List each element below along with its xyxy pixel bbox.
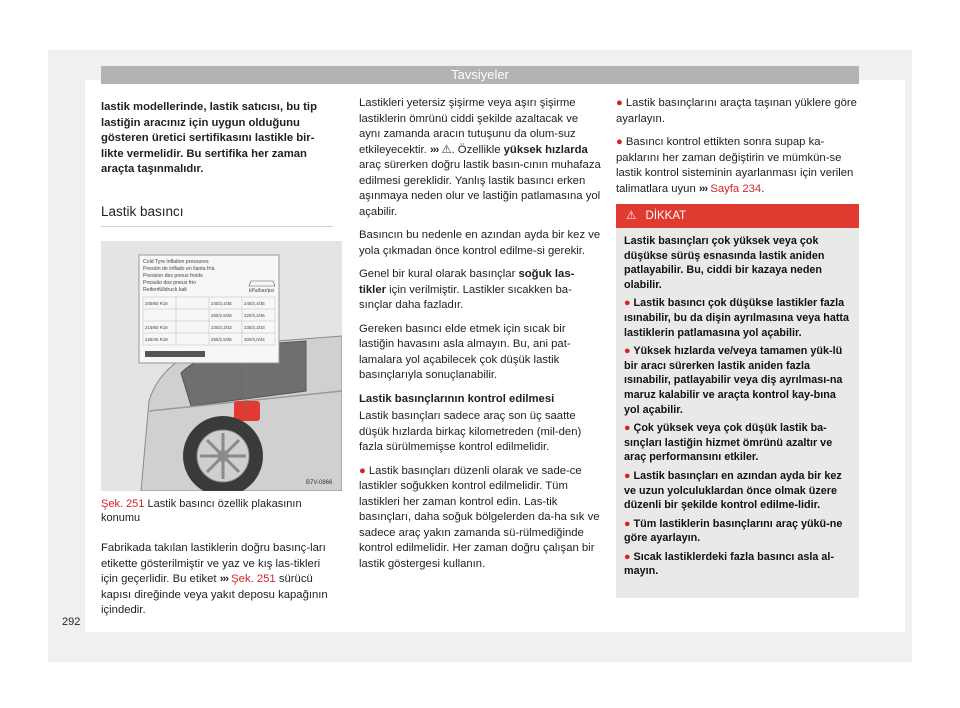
svg-text:260/2,6/38: 260/2,6/38 <box>211 313 232 318</box>
plate-unit: kPa/bar/psi <box>249 288 275 294</box>
figure-link[interactable]: Şek. 251 <box>231 573 276 585</box>
fuel-flap-highlight <box>234 401 260 421</box>
main-text-column <box>359 96 601 580</box>
subheading-check: Lastik basınçlarının kontrol edilmesi <box>359 392 555 405</box>
warning-item: ● Lastik basıncı çok düşükse lastikler fazla ısınabilir, bu da dişin ayrılmasına veya hatta lastiklerin patlamasına yol açabilir. <box>624 297 850 339</box>
section-divider <box>101 226 333 227</box>
svg-text:230/2,3/33: 230/2,3/33 <box>211 325 232 330</box>
svg-text:205/60 R16: 205/60 R16 <box>145 301 168 306</box>
figure-caption <box>101 497 343 525</box>
svg-text:240/2,4/35: 240/2,4/35 <box>244 301 265 306</box>
warning-body <box>616 228 859 579</box>
warning-triangle-icon: ⚠ <box>626 210 637 222</box>
warning-triangle-icon[interactable]: ⚠ <box>441 143 452 156</box>
svg-text:250/2,5/36: 250/2,5/36 <box>211 337 232 342</box>
warning-item: ● Sıcak lastiklerdeki fazla basıncı asla al-mayın. <box>624 550 834 578</box>
warning-title: DİKKAT <box>645 210 687 222</box>
warning-item: ● Lastik basınçları en azından ayda bir kez ve uzun yolculuklardan önce olmak üzere düzenli bir şekilde kontrol edilme-lidir. <box>624 469 842 512</box>
plate-line-5: Reifenfülldruck kalt <box>143 287 187 293</box>
caption-text: Lastik basıncı özellik plakasının konumu <box>101 498 302 524</box>
car-illustration <box>101 241 342 491</box>
intro-text <box>101 100 333 186</box>
list-item: ● Basıncı kontrol ettikten sonra supap ka-paklarını her zaman değiştirin ve mümkün-se lastik kontrol sisteminin ayarlanması için verilen talimatlara uyun ››› Sayfa 234. <box>616 136 854 195</box>
plate-line-2: Presión de inflado en llanta fría <box>143 266 215 272</box>
pressure-paragraph-2: Basıncın bu nedenle en azından ayda bir kez ve yola çıkmadan önce kontrol edilme-si gerekir. <box>359 229 601 257</box>
pressure-paragraph-1: Lastikleri yetersiz şişirme veya aşırı şişirme lastiklerin ömrünü ciddi şekilde azaltacak ve aynı zamanda aracın tutuşunu da olum-suz etkileyecektir. ››› ⚠. Özellikle yüksek hızlarda araç sürerken doğru lastik basın-cının muhafaza edilmesi gereklidir. Yanlış lastik basıncı erken aşınmaya neden olur ve lastiğin patlamasına yol açabilir. <box>359 97 601 218</box>
right-text-column <box>616 96 860 205</box>
pressure-paragraph-5: Lastik basınçları sadece araç son üç saatte düşük hızlarda birkaç kilometreden (mil-den) fazla sürülmemişse kontrol edilmelidir. <box>359 410 582 453</box>
page-number: 292 <box>62 616 81 628</box>
warning-item: ● Tüm lastiklerin basınçlarını araç yükü-ne göre ayarlayın. <box>624 517 843 545</box>
plate-line-3: Pression des pneus froids <box>143 273 203 279</box>
ref-arrows: ››› <box>698 182 708 195</box>
plate-line-1: Cold Tyre inflation pressures <box>143 259 209 265</box>
svg-text:215/60 R16: 215/60 R16 <box>145 325 168 330</box>
warning-intro: Lastik basınçları çok yüksek veya çok düşükse sürüş esnasında lastik aniden patlayabilir. Bu, ciddi bir kazaya neden olabilir. <box>624 235 825 291</box>
caption-ref: Şek. 251 <box>101 498 145 510</box>
svg-text:320/3,2/46: 320/3,2/46 <box>244 313 265 318</box>
ref-arrows: ››› <box>429 143 439 156</box>
tire-pressure-label-figure <box>101 241 342 491</box>
svg-text:300/3,0/44: 300/3,0/44 <box>244 337 265 342</box>
list-item: ● Lastik basınçlarını araçta taşınan yüklere göre ayarlayın. <box>616 97 857 125</box>
warning-item: ● Yüksek hızlarda ve/veya tamamen yük-lü bir aracı sürerken lastik aniden fazla ısınabilir, patlayabilir veya diş ayrılması-na maruz kalabilir ve araçta kontrol kay-bına yol açabilir. <box>624 345 843 416</box>
pressure-paragraph-4: Gereken basıncı elde etmek için sıcak bir lastiğin havasını asla almayın. Bu, ani pat-lamalara yol açabilecek çok düşük lastik basınçlarıyla sonuçlanabilir. <box>359 322 571 381</box>
warning-box <box>616 204 859 598</box>
label-location-paragraph: Fabrikada takılan lastiklerin doğru basınç-ları etikette gösterilmiştir ve yaz ve kış las-tikleri için geçerlidir. Bu etiket ››› Şek. 251 sürücü kapısı direğinde veya yakıt deposu kapağının içindedir. <box>101 542 328 616</box>
warning-item: ● Çok yüksek veya çok düşük lastik ba-sınçları lastiğin hizmet ömrünü azaltır ve araç performansını etkiler. <box>624 422 833 464</box>
ref-arrows: ››› <box>219 573 228 585</box>
svg-text:240/2,4/35: 240/2,4/35 <box>211 301 232 306</box>
figure-code: B7V-0866 <box>306 480 333 486</box>
plate-line-4: Pressão dos pneus frio <box>143 280 197 286</box>
list-item: ● Lastik basınçları düzenli olarak ve sade-ce lastikler soğukken kontrol edilmelidir. Tüm lastikleri her zaman kontrol edin. Las-tik basınçları, daha soğuk bölgelerden da-ha sık ve sadece araç yakın zamanda sü-rülmediğinde kontrol edilmelidir. Her zaman doğru çalışan bir lastik göstergesi kullanın. <box>359 464 600 570</box>
section-title: Lastik basıncı <box>101 204 184 219</box>
page-header: Tavsiyeler <box>101 66 859 84</box>
intro-paragraph: lastik modellerinde, lastik satıcısı, bu tip lastiğin aracınız için uygun olduğunu gösteren üretici sertifikasını lastikle bir-likte vermelidir. Bu sertifika her zaman araçta taşınmalıdır. <box>101 101 317 175</box>
warning-header <box>616 204 859 228</box>
svg-text:230/2,3/33: 230/2,3/33 <box>244 325 265 330</box>
page-link[interactable]: Sayfa 234 <box>710 182 762 195</box>
svg-text:225/45 R18: 225/45 R18 <box>145 337 168 342</box>
pressure-paragraph-3: Genel bir kural olarak basınçlar soğuk las-tikler için verilmiştir. Lastikler sıcakken ba-sınçlar daha fazladır. <box>359 268 575 311</box>
